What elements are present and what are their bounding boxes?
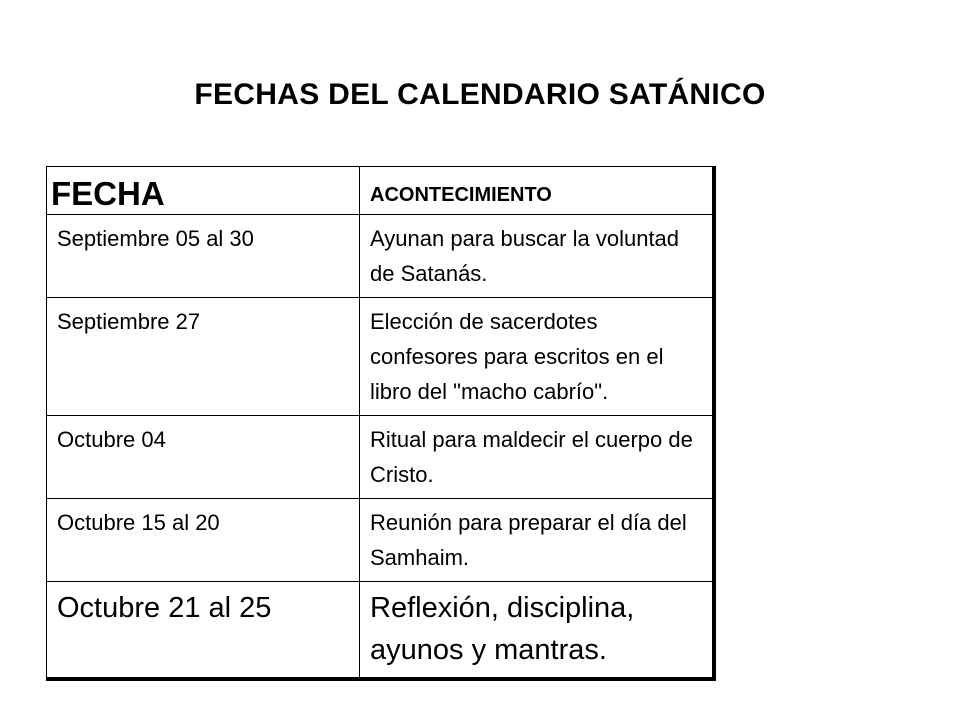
row-date: Octubre 04 (47, 416, 360, 499)
row-event: Elección de sacerdotes confesores para escritos en el libro del "macho cabrío". (360, 298, 715, 416)
calendar-table (46, 166, 716, 681)
header-event: ACONTECIMIENTO (360, 167, 715, 215)
table-row (47, 416, 715, 499)
row-date: Octubre 15 al 20 (47, 499, 360, 582)
header-date: FECHA (47, 167, 360, 215)
row-event: Reunión para preparar el día del Samhaim. (360, 499, 715, 582)
table-row (47, 298, 715, 416)
table-row (47, 215, 715, 298)
table-row (47, 499, 715, 582)
table-row (47, 582, 715, 680)
row-date: Septiembre 27 (47, 298, 360, 416)
slide-title: FECHAS DEL CALENDARIO SATÁNICO (194, 78, 766, 111)
table-header-row (47, 167, 715, 215)
row-event: Ayunan para buscar la voluntad de Satanás. (360, 215, 715, 298)
row-event: Ritual para maldecir el cuerpo de Cristo. (360, 416, 715, 499)
row-date: Septiembre 05 al 30 (47, 215, 360, 298)
row-event: Reflexión, disciplina, ayunos y mantras. (360, 582, 715, 680)
row-date: Octubre 21 al 25 (47, 582, 360, 680)
